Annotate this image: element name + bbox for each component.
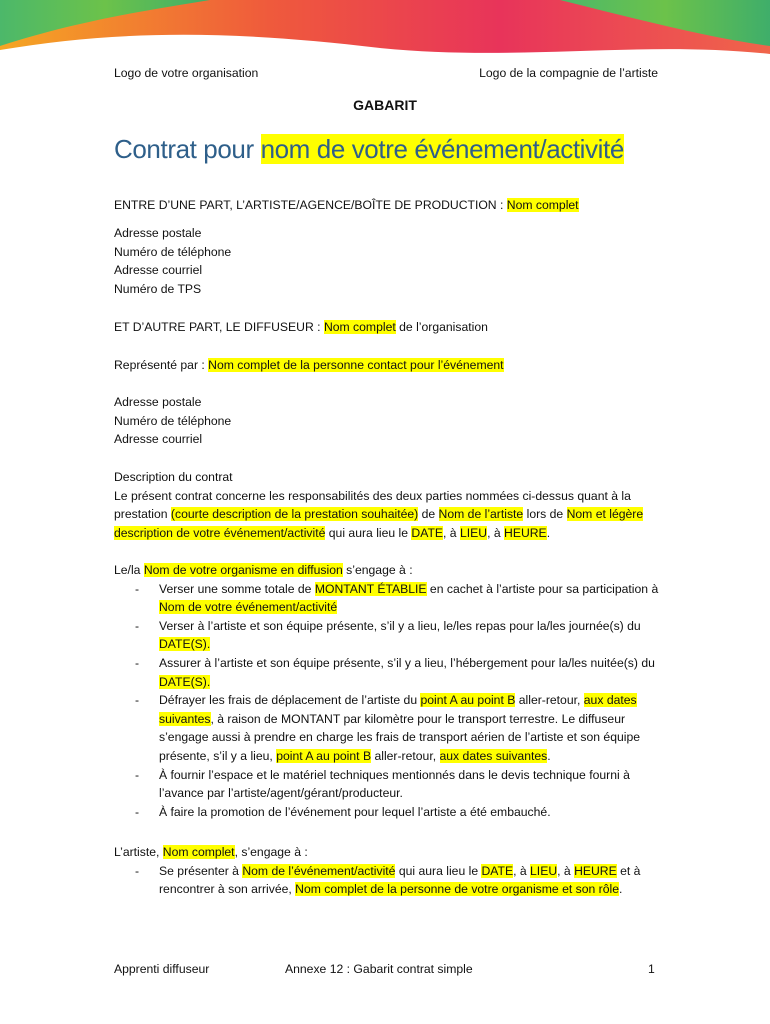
location-placeholder: LIEU	[459, 525, 488, 540]
event-name-placeholder: Nom de l’événement/activité	[242, 863, 396, 878]
presenter-obligations-intro: Le/la Nom de votre organisme en diffusion s’engage à :	[114, 563, 413, 577]
dates-placeholder: aux dates suivantes	[439, 748, 548, 763]
decorative-color-banner	[0, 0, 770, 58]
party-presenter-label: ET D’AUTRE PART, LE DIFFUSEUR :	[114, 320, 324, 334]
artist-obligations-intro: L’artiste, Nom complet, s’engage à :	[114, 845, 308, 859]
footer-center: Annexe 12 : Gabarit contrat simple	[285, 962, 473, 976]
location-placeholder: LIEU	[530, 863, 558, 878]
date-placeholder: DATE	[481, 863, 514, 878]
artist-tps: Numéro de TPS	[114, 281, 202, 296]
footer-left: Apprenti diffuseur	[114, 962, 210, 976]
event-name-placeholder: Nom de votre événement/activité	[159, 600, 338, 615]
dates-placeholder: aux dates suivantes	[159, 693, 637, 726]
presenter-obligations-list	[114, 580, 659, 822]
dates-placeholder: DATE(S).	[159, 637, 211, 652]
performance-description-placeholder: (courte description de la prestation souhaitée)	[170, 507, 419, 522]
description-heading: Description du contrat	[114, 470, 233, 484]
party-artist-label: ENTRE D’UNE PART, L’ARTISTE/AGENCE/BOÎTE DE PRODUCTION :	[114, 198, 507, 212]
list-item: - À fournir l’espace et le matériel techniques mentionnés dans le devis technique fourni à l’avance par l’artiste/agent/gérant/producteur.	[114, 766, 659, 803]
artist-name-placeholder: Nom complet	[506, 198, 579, 212]
list-item: - À faire la promotion de l’événement pour lequel l’artiste a été embauché.	[114, 803, 659, 822]
presenter-suffix: de l’organisation	[395, 320, 488, 334]
presenter-email: Adresse courriel	[114, 432, 203, 447]
date-placeholder: DATE	[411, 525, 444, 540]
artist-company-logo-placeholder: Logo de la compagnie de l’artiste	[479, 66, 658, 80]
title-prefix: Contrat pour	[114, 134, 261, 164]
title-event-placeholder: nom de votre événement/activité	[260, 134, 624, 164]
artist-email: Adresse courriel	[114, 263, 203, 278]
organisation-logo-placeholder: Logo de votre organisation	[114, 66, 259, 80]
event-description-placeholder: Nom et légère description de votre événement/activité	[114, 507, 644, 540]
party-presenter-line	[114, 318, 659, 337]
contact-name-placeholder: Nom complet de la personne contact pour l’événement	[208, 358, 504, 372]
contract-title	[114, 132, 624, 166]
organisation-name-placeholder: Nom de votre organisme en diffusion	[143, 563, 343, 577]
list-item: - Défrayer les frais de déplacement de l’artiste du point A au point B aller-retour, aux dates suivantes, à raison de MONTANT par kilomètre pour le transport terrestre. Le diffuseur s’engage aussi à prendre en charge les frais de transport aérien de l’artiste et son équipe présente, s’il y a lieu, point A au point B aller-retour, aux dates suivantes.	[114, 691, 659, 765]
list-item: - Verser une somme totale de MONTANT ÉTABLIE en cachet à l’artiste pour sa participation à Nom de votre événement/activité	[114, 580, 659, 617]
contact-role-placeholder: Nom complet de la personne de votre organisme et son rôle	[295, 882, 619, 897]
presenter-contact-block	[114, 393, 659, 449]
party-artist-line	[114, 196, 659, 215]
artist-address: Adresse postale	[114, 226, 202, 240]
artist-obligations-list	[114, 862, 659, 899]
route-placeholder: point A au point B	[420, 693, 516, 708]
time-placeholder: HEURE	[574, 863, 617, 878]
page-number: 1	[648, 962, 655, 976]
description-text: Le présent contrat concerne les responsabilités des deux parties nommées ci-dessus quant à la prestation (courte description de la prestation souhaitée) de Nom de l’artiste lors de Nom et légère description de votre événement/activité qui aura lieu le DATE, à LIEU, à HEURE.	[114, 488, 644, 540]
route-placeholder: point A au point B	[276, 748, 372, 763]
contract-description	[114, 468, 659, 542]
list-item: - Assurer à l’artiste et son équipe présente, s’il y a lieu, l’hébergement pour la/les nuitée(s) du DATE(S).	[114, 654, 659, 691]
template-label: GABARIT	[353, 97, 417, 113]
presenter-obligations	[114, 561, 659, 821]
party-artist	[114, 196, 659, 215]
represented-by	[114, 356, 659, 375]
artist-name-placeholder: Nom de l’artiste	[438, 507, 524, 522]
list-item: - Verser à l’artiste et son équipe présente, s’il y a lieu, le/les repas pour la/les journée(s) du DATE(S).	[114, 617, 659, 654]
party-presenter	[114, 318, 659, 337]
amount-placeholder: MONTANT ÉTABLIE	[314, 581, 427, 596]
time-placeholder: HEURE	[504, 525, 547, 540]
represented-by-line	[114, 356, 659, 375]
presenter-name-placeholder: Nom complet	[323, 320, 396, 334]
artist-phone: Numéro de téléphone	[114, 244, 232, 259]
artist-contact-block	[114, 224, 659, 298]
artist-name-placeholder: Nom complet	[162, 845, 235, 859]
artist-obligations	[114, 843, 659, 899]
presenter-phone: Numéro de téléphone	[114, 413, 232, 428]
dates-placeholder: DATE(S).	[159, 674, 211, 689]
represented-by-label: Représenté par :	[114, 358, 209, 372]
list-item: - Se présenter à Nom de l’événement/activité qui aura lieu le DATE, à LIEU, à HEURE et à rencontrer à son arrivée, Nom complet de la personne de votre organisme et son rôle.	[114, 862, 659, 899]
presenter-address: Adresse postale	[114, 395, 202, 409]
